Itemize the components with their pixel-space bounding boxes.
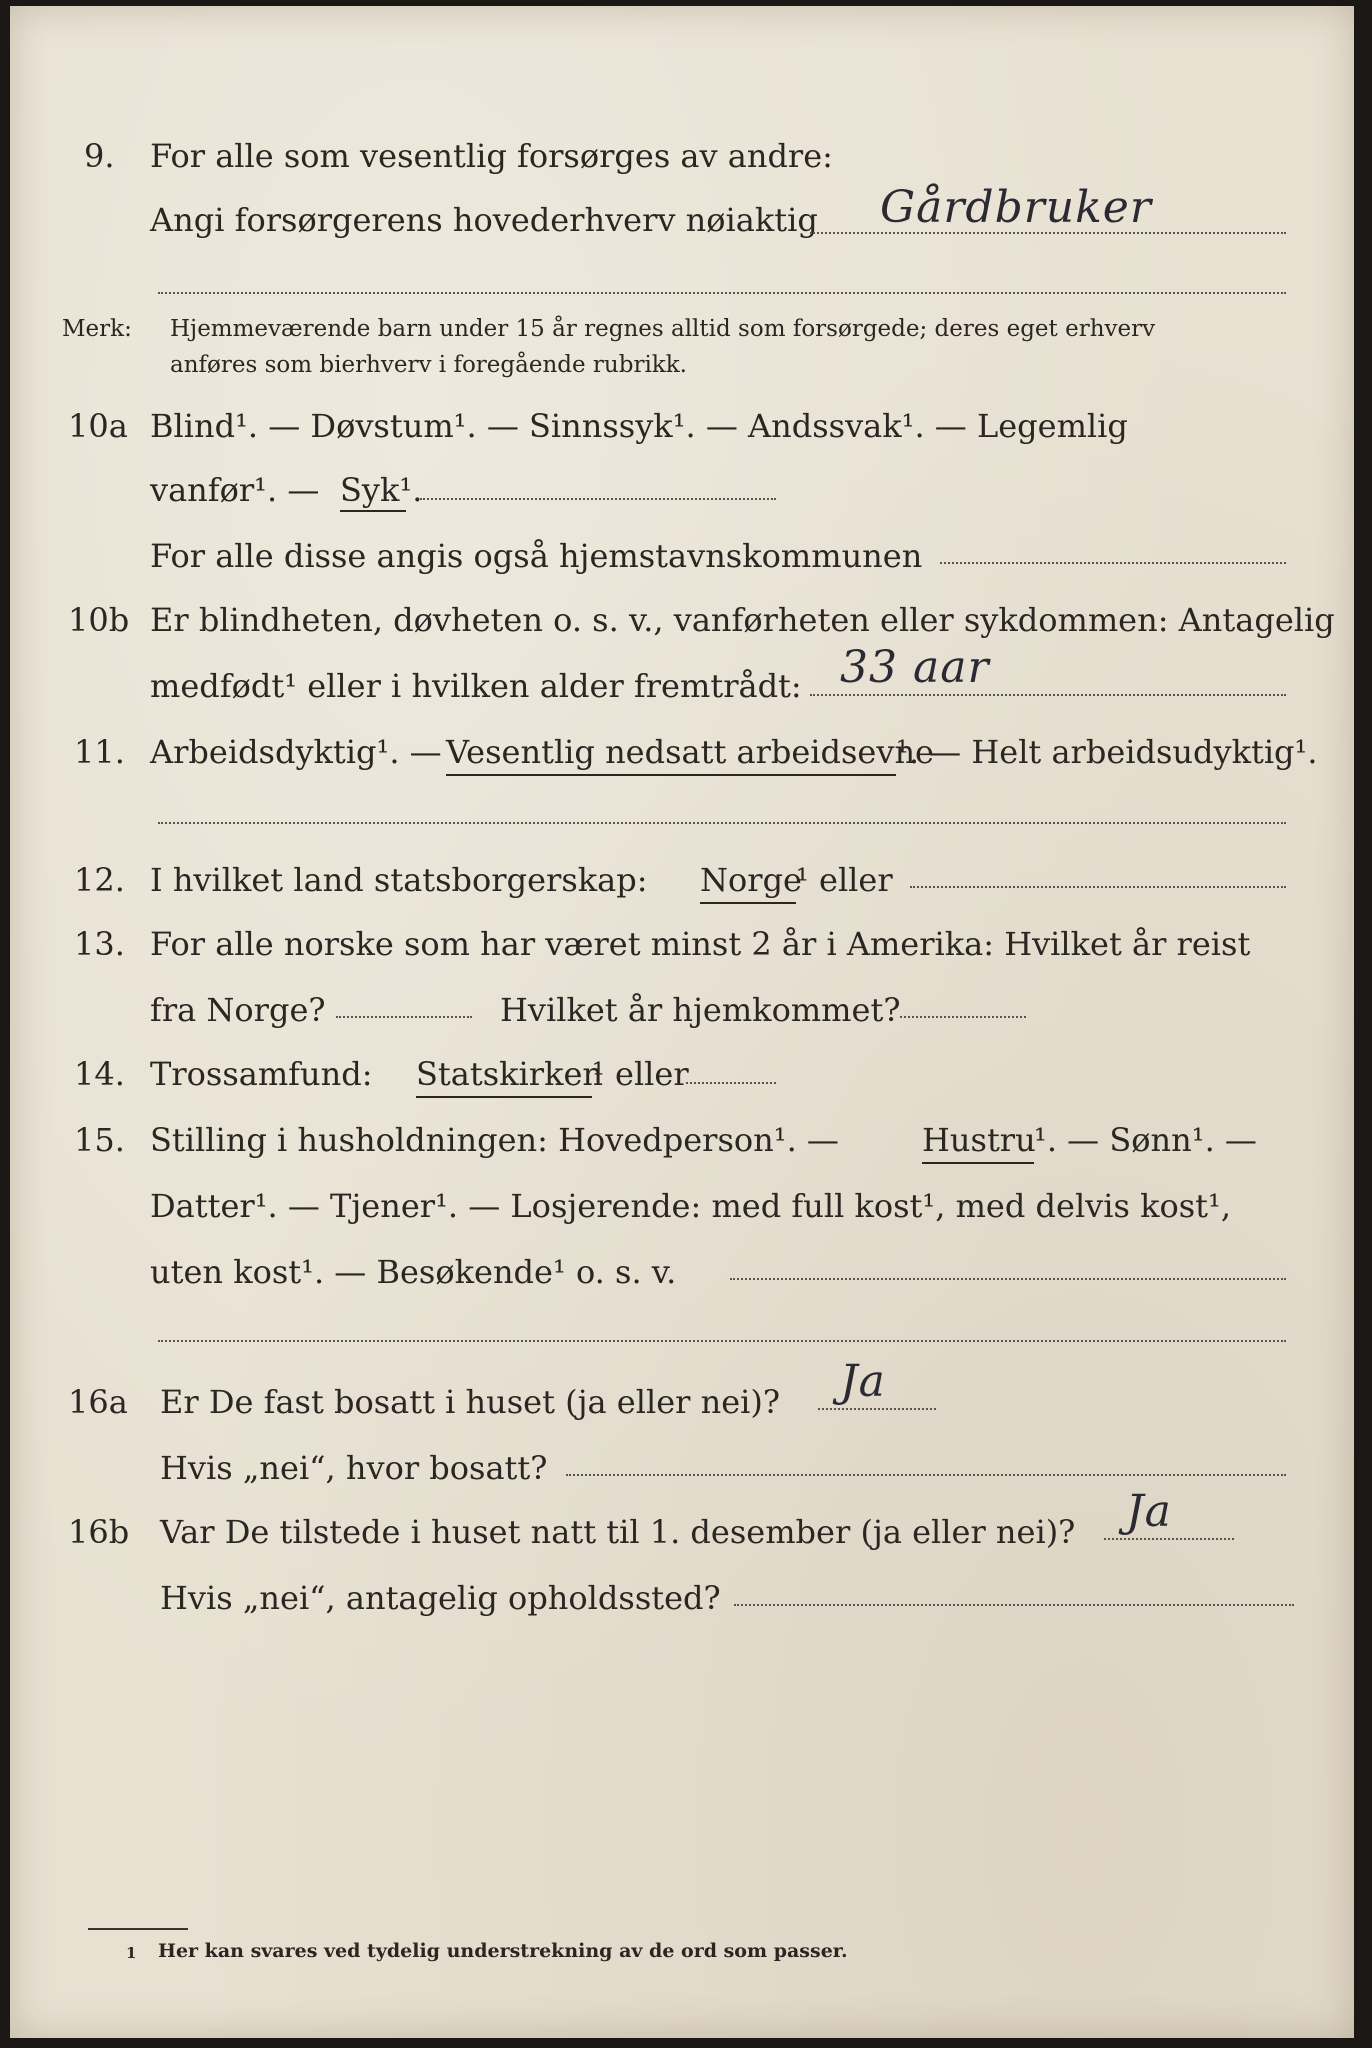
q15-underline (922, 1162, 1034, 1164)
q14-underline (416, 1096, 592, 1098)
q10b-answer-line (810, 694, 1286, 696)
q11-number: 11. (74, 733, 125, 771)
q10a-line2-a: vanfør¹. — (150, 471, 320, 509)
q16a-number: 16a (68, 1383, 128, 1421)
q10a-answer-line (420, 498, 776, 500)
q13-reist-line (336, 1016, 472, 1018)
q16a-answer-line (818, 1408, 936, 1410)
q14-number: 14. (74, 1055, 125, 1093)
q12-answer-line (910, 886, 1286, 888)
q13-number: 13. (74, 925, 125, 963)
q16a-line2: Hvis „nei“, hvor bosatt? (160, 1449, 548, 1487)
q10a-syk-underline (340, 510, 406, 512)
q10a-number: 10a (68, 407, 128, 445)
q15-line1-c: ¹. — Sønn¹. — (1034, 1121, 1257, 1159)
q10a-line1: Blind¹. — Døvstum¹. — Sinnssyk¹. — Andssvak¹. — Legemlig (150, 407, 1128, 445)
q9-number: 9. (84, 137, 115, 175)
q16b-line2: Hvis „nei“, antagelig opholdssted? (160, 1579, 721, 1617)
q12-number: 12. (74, 861, 125, 899)
q12-part3: ¹ eller (796, 861, 893, 899)
q15-line3: uten kost¹. — Besøkende¹ o. s. v. (150, 1253, 677, 1291)
footnote-text: Her kan svares ved tydelig understrekning av de ord som passer. (158, 1940, 848, 1962)
q14-part1: Trossamfund: (150, 1055, 373, 1093)
merk-label: Merk: (62, 316, 132, 342)
merk-line2: anføres som bierhverv i foregående rubrikk. (170, 352, 687, 378)
q10b-line1: Er blindheten, døvheten o. s. v., vanførheten eller sykdommen: Antagelig (150, 601, 1335, 639)
q9-extra-line (158, 292, 1286, 294)
q13-hjemkommet-line (900, 1016, 1026, 1018)
q11-part1: Arbeidsdyktig¹. — (150, 733, 442, 771)
merk-line1: Hjemmeværende barn under 15 år regnes alltid som forsørgede; deres eget erhverv (170, 316, 1156, 342)
q15-number: 15. (74, 1121, 125, 1159)
q15-line2: Datter¹. — Tjener¹. — Losjerende: med full kost¹, med delvis kost¹, (150, 1187, 1232, 1225)
q10a-line3: For alle disse angis også hjemstavnskommunen (150, 537, 923, 575)
q11-extra-line (158, 822, 1286, 824)
q10a-kommune-line (940, 562, 1286, 564)
q13-line2-a: fra Norge? (150, 991, 326, 1029)
footnote-rule (88, 1928, 188, 1930)
q10b-answer-handwritten: 33 aar (840, 642, 990, 693)
q16a-line1: Er De fast bosatt i huset (ja eller nei)? (160, 1383, 781, 1421)
q16a-answer-handwritten: Ja (840, 1356, 886, 1407)
q13-line2-b: Hvilket år hjemkommet? (500, 991, 901, 1029)
q12-underline (700, 902, 796, 904)
q16b-answer-handwritten: Ja (1126, 1486, 1172, 1537)
q15-answer-line (730, 1278, 1286, 1280)
q11-part3: ¹. — Helt arbeidsudyktig¹. (896, 733, 1318, 771)
q14-part2: Statskirken (416, 1055, 603, 1093)
q16b-opholdssted-line (734, 1604, 1294, 1606)
census-form-page (10, 6, 1354, 2038)
q10b-line2: medfødt¹ eller i hvilken alder fremtrådt: (150, 667, 802, 705)
q10b-number: 10b (68, 601, 130, 639)
q14-answer-line (686, 1082, 776, 1084)
q9-line2: Angi forsørgerens hovederhverv nøiaktig (150, 201, 818, 239)
q16b-answer-line (1104, 1538, 1234, 1540)
q11-part2: Vesentlig nedsatt arbeidsevne (446, 733, 934, 771)
q16b-line1: Var De tilstede i huset natt til 1. desember (ja eller nei)? (160, 1513, 1076, 1551)
q10a-line2-syk: Syk¹. (340, 471, 423, 509)
q15-line1-a: Stilling i husholdningen: Hovedperson¹. — (150, 1121, 839, 1159)
q12-part1: I hvilket land statsborgerskap: (150, 861, 648, 899)
q9-answer-handwritten: Gårdbruker (880, 182, 1152, 233)
q11-underline (446, 774, 896, 776)
q9-line1: For alle som vesentlig forsørges av andre: (150, 137, 833, 175)
q15-line1-hustru: Hustru (922, 1121, 1036, 1159)
q13-line1: For alle norske som har været minst 2 år i Amerika: Hvilket år reist (150, 925, 1251, 963)
q12-part2: Norge (700, 861, 802, 899)
q14-part3: ¹ eller (592, 1055, 689, 1093)
q16b-number: 16b (68, 1513, 130, 1551)
q15-extra-line (158, 1340, 1286, 1342)
q16a-bosatt-line (566, 1474, 1286, 1476)
footnote-marker: 1 (126, 1944, 137, 1962)
